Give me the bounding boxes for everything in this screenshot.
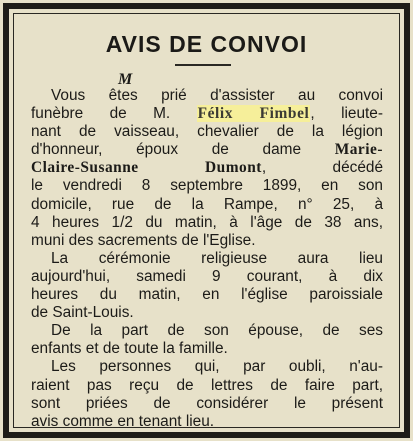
text-line xyxy=(31,322,383,340)
notice-title: AVIS DE CONVOI xyxy=(105,31,308,57)
highlighted-name: Félix Fimbel xyxy=(197,105,310,123)
line-text-after: , décédé xyxy=(261,159,383,177)
bold-name: Claire-Susanne Dumont xyxy=(31,159,262,177)
notice-paragraph xyxy=(31,358,383,430)
line-text: enfants et de toute la famille. xyxy=(31,340,228,358)
line-text: avis comme en tenant lieu. xyxy=(31,412,215,430)
text-line xyxy=(31,232,383,250)
text-line xyxy=(31,268,383,286)
notice-paragraph xyxy=(31,322,383,358)
line-text: aujourd'hui, samedi 9 courant, à dix xyxy=(31,267,383,285)
line-text: Vous êtes prié d'assister au convoi xyxy=(51,87,383,104)
text-line xyxy=(31,413,383,431)
text-line xyxy=(31,177,383,195)
text-line xyxy=(31,196,383,214)
text-line xyxy=(31,377,383,395)
line-text: heures du matin, en l'église paroissiale xyxy=(31,286,383,304)
line-text: de Saint-Louis. xyxy=(31,304,134,322)
text-line xyxy=(31,395,383,413)
line-text: De la part de son épouse, de ses xyxy=(51,322,383,340)
salutation: M xyxy=(118,71,133,88)
line-text: La cérémonie religieuse aura lieu xyxy=(51,249,383,267)
text-line xyxy=(31,159,383,177)
text-line xyxy=(31,105,383,123)
text-line xyxy=(31,286,383,304)
bold-name-start: Marie- xyxy=(334,141,383,159)
text-line xyxy=(31,304,383,322)
text-line xyxy=(31,358,383,376)
text-line xyxy=(31,87,383,105)
line-text: raient pas reçu de lettres de faire part, xyxy=(31,376,383,394)
text-line xyxy=(31,123,383,141)
line-text: Les personnes qui, par oubli, n'au- xyxy=(51,358,383,376)
text-line xyxy=(31,340,383,358)
notice-body xyxy=(31,87,383,431)
line-text: nant de vaisseau, chevalier de la légion xyxy=(31,123,383,141)
line-text: le vendredi 8 septembre 1899, en son xyxy=(31,177,383,195)
notice-paragraph xyxy=(31,87,383,250)
line-text-after: , lieute- xyxy=(310,105,383,123)
line-text: 4 heures 1/2 du matin, à l'âge de 38 ans, xyxy=(31,213,383,231)
title-divider xyxy=(175,64,231,66)
text-line xyxy=(31,141,383,159)
line-text: muni des sacrements de l'Eglise. xyxy=(31,231,256,249)
line-text: sont priées de considérer le présent xyxy=(31,394,383,412)
line-text-before: funèbre de M. xyxy=(31,105,197,123)
line-text: d'honneur, époux de dame xyxy=(31,141,335,159)
notice-paragraph xyxy=(31,250,383,322)
text-line xyxy=(31,250,383,268)
text-line xyxy=(31,214,383,232)
line-text: domicile, rue de la Rampe, n° 25, à xyxy=(31,195,383,213)
